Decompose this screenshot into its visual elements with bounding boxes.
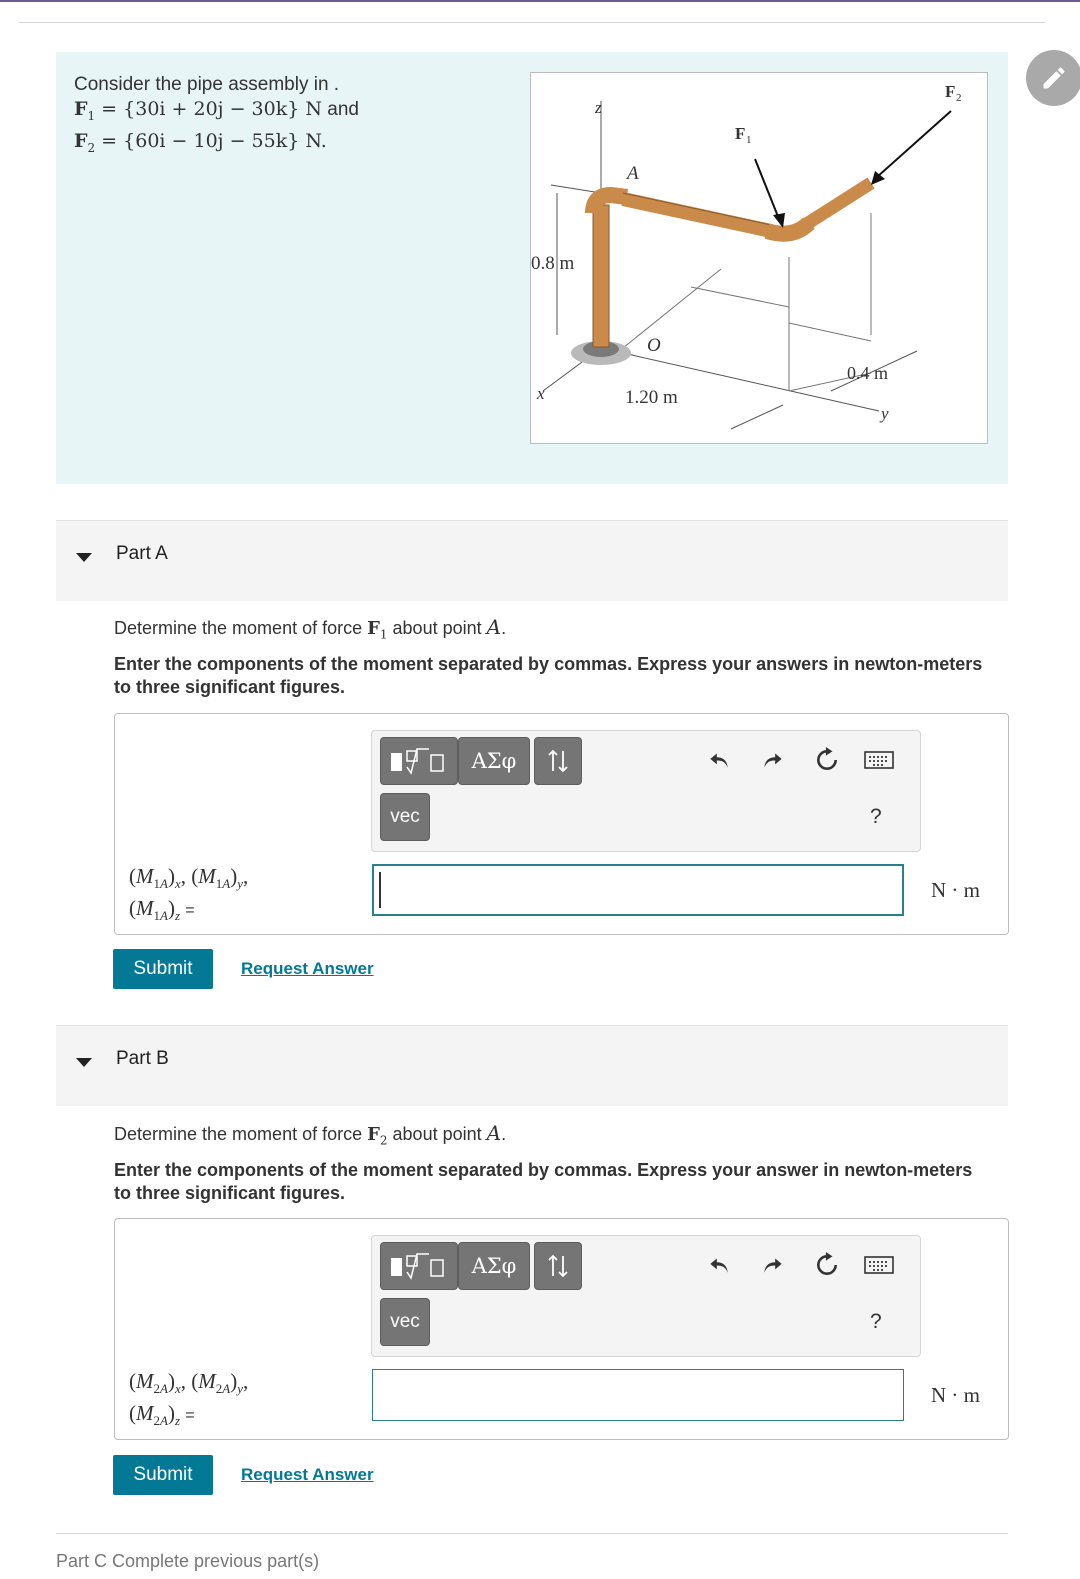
label-f1-sub: 1 xyxy=(746,134,752,146)
reset-icon xyxy=(814,1252,840,1278)
force-f2-arrowhead xyxy=(871,171,885,185)
arrows-button[interactable] xyxy=(534,1242,582,1290)
templates-icon xyxy=(387,745,451,777)
undo-button[interactable] xyxy=(704,745,734,775)
part-b-answer-box xyxy=(114,1218,1009,1440)
end-pipe xyxy=(805,183,871,225)
guide-line xyxy=(623,269,721,348)
top-accent-line xyxy=(0,0,1080,2)
dim-label-04: 0.4 m xyxy=(847,363,889,383)
force-f2-definition: $F_2 = \{60i - 10j - 55k\}$ N. xyxy=(74,129,327,155)
redo-button[interactable] xyxy=(758,1250,788,1280)
greek-button[interactable]: ΑΣφ xyxy=(458,1242,530,1290)
collapse-triangle-icon[interactable] xyxy=(76,553,92,562)
arrows-icon xyxy=(546,1252,570,1280)
undo-icon xyxy=(706,1252,732,1278)
undo-button[interactable] xyxy=(704,1250,734,1280)
arrows-icon xyxy=(546,747,570,775)
label-f1: F xyxy=(735,124,746,143)
dim-label-08: 0.8 m xyxy=(531,253,575,274)
redo-icon xyxy=(760,747,786,773)
help-button[interactable]: ? xyxy=(870,1310,882,1333)
part-b-instructions: Enter the components of the moment separated by commas. Express your answer in newton-meters to three significant figures. xyxy=(114,1160,973,1203)
vec-button[interactable]: vec xyxy=(380,793,430,841)
keyboard-button[interactable] xyxy=(864,745,894,775)
problem-statement xyxy=(56,52,1008,484)
part-b-header[interactable] xyxy=(56,1025,1008,1106)
part-b-answer-label: $(M_{2A})_x$, $(M_{2A})_y$, $(M_{2A})_z$ = xyxy=(129,1369,249,1429)
pipe-assembly-figure xyxy=(530,72,988,444)
collapse-triangle-icon[interactable] xyxy=(76,1058,92,1067)
force-f2-arrow xyxy=(877,111,951,177)
text-caret xyxy=(379,872,381,908)
part-b-title: Part B xyxy=(116,1048,169,1069)
problem-lead: Consider the pipe assembly in . xyxy=(74,74,340,95)
part-b-question: Determine the moment of force $F_2$ about point A. xyxy=(114,1121,507,1148)
redo-icon xyxy=(760,1252,786,1278)
label-a: A xyxy=(627,163,639,184)
part-b-answer-input[interactable] xyxy=(372,1369,904,1421)
part-a-question: Determine the moment of force $F_1$ about point A. xyxy=(114,615,507,642)
templates-button[interactable] xyxy=(380,1242,458,1290)
part-a-title: Part A xyxy=(116,543,168,564)
dim-line-120 xyxy=(731,405,783,429)
elbow-b xyxy=(767,223,809,234)
elbow-a xyxy=(593,195,627,213)
redo-button[interactable] xyxy=(758,745,788,775)
vertical-pipe xyxy=(593,205,609,347)
greek-button[interactable]: ΑΣφ xyxy=(458,737,530,785)
keyboard-button[interactable] xyxy=(864,1250,894,1280)
part-a-submit-button[interactable]: Submit xyxy=(113,949,213,989)
keyboard-icon xyxy=(864,1255,894,1275)
pencil-icon xyxy=(1040,64,1068,92)
label-y: y xyxy=(881,404,889,423)
label-x: x xyxy=(537,384,545,403)
part-a-instructions: Enter the components of the moment separated by commas. Express your answers in newton-meters to three significant figures. xyxy=(114,654,983,697)
part-b-request-answer-link[interactable]: Request Answer xyxy=(241,1465,374,1484)
label-z: z xyxy=(595,98,602,117)
force-f1-arrow xyxy=(755,159,779,219)
templates-icon xyxy=(387,1250,451,1282)
math-toolbar xyxy=(371,730,921,852)
guide-line xyxy=(789,323,871,341)
vec-button[interactable]: vec xyxy=(380,1298,430,1346)
problem-text xyxy=(74,72,514,161)
math-toolbar xyxy=(371,1235,921,1357)
part-a-answer-input[interactable] xyxy=(372,864,904,916)
reset-icon xyxy=(814,747,840,773)
part-a-request-answer-link[interactable]: Request Answer xyxy=(241,959,374,978)
part-b-submit-button[interactable]: Submit xyxy=(113,1455,213,1495)
edit-button[interactable] xyxy=(1026,50,1080,106)
arrows-button[interactable] xyxy=(534,737,582,785)
dim-label-120: 1.20 m xyxy=(625,387,678,408)
dim-ext xyxy=(551,185,601,193)
label-o: O xyxy=(647,335,661,356)
part-a-answer-box xyxy=(114,713,1009,935)
help-button[interactable]: ? xyxy=(870,805,882,828)
reset-button[interactable] xyxy=(812,745,842,775)
reset-button[interactable] xyxy=(812,1250,842,1280)
undo-icon xyxy=(706,747,732,773)
label-f2-sub: 2 xyxy=(956,92,962,104)
part-a-unit: N · m xyxy=(931,878,980,902)
guide-line xyxy=(691,287,789,307)
part-a-answer-label: $(M_{1A})_x$, $(M_{1A})_y$, $(M_{1A})_z$ = xyxy=(129,864,249,924)
force-f1-definition: $F_1 = \{30i + 20j - 30k\}$ N and xyxy=(74,98,359,123)
horizontal-pipe xyxy=(623,199,771,231)
keyboard-icon xyxy=(864,750,894,770)
label-f2: F xyxy=(945,82,956,101)
pipe-assembly-diagram xyxy=(531,73,987,443)
section-divider xyxy=(56,1533,1008,1534)
header-divider xyxy=(18,22,1046,23)
part-c-header: Part C Complete previous part(s) xyxy=(56,1551,320,1571)
part-a-header[interactable] xyxy=(56,520,1008,601)
part-b-unit: N · m xyxy=(931,1383,980,1407)
templates-button[interactable] xyxy=(380,737,458,785)
